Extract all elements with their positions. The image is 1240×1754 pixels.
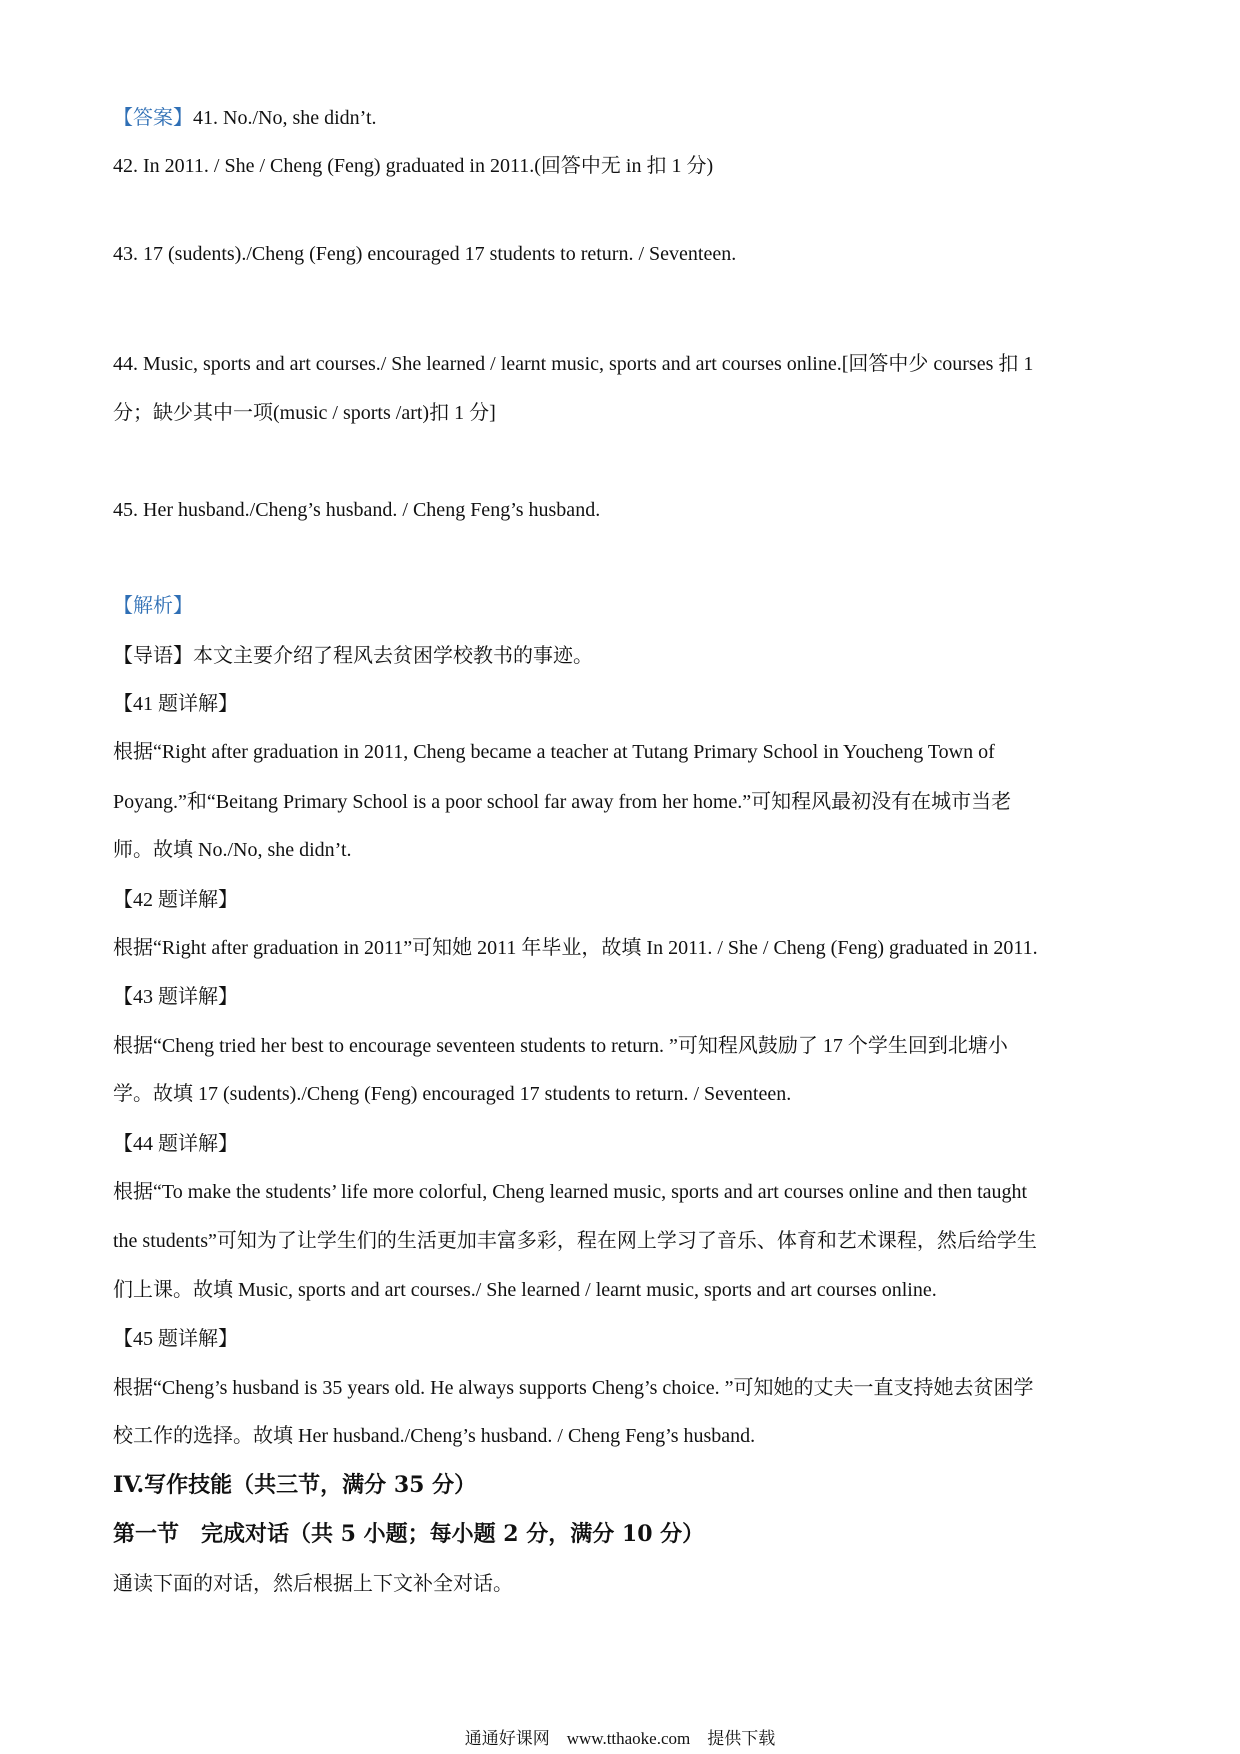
answer-42-line: 42. In 2011. / She / Cheng (Feng) graduated in 2011.(回答中无 in 扣 1 分) xyxy=(113,155,714,177)
section-instruction: 通读下面的对话，然后根据上下文补全对话。 xyxy=(113,1573,513,1595)
detail-41-line-3: 师。故填 No./No, she didn’t. xyxy=(113,839,352,861)
detail-45-line-2: 校工作的选择。故填 Her husband./Cheng’s husband. / Cheng Feng’s husband. xyxy=(113,1425,756,1447)
heading-41: 【41 题详解】 xyxy=(113,693,238,715)
section-title: IV.写作技能（共三节，满分 35 分） xyxy=(113,1472,477,1498)
answer-41-line xyxy=(113,104,1133,132)
page-footer: 通通好课网 www.tthaoke.com 提供下载 xyxy=(464,1729,776,1748)
answer-43-line: 43. 17 (sudents)./Cheng (Feng) encouraged 17 students to return. / Seventeen. xyxy=(113,243,737,265)
answer-tag: 【答案】 xyxy=(113,107,193,129)
detail-42-line-1: 根据“Right after graduation in 2011”可知她 2011 年毕业，故填 In 2011. / She / Cheng (Feng) graduated in 2011. xyxy=(113,937,1038,959)
heading-42: 【42 题详解】 xyxy=(113,889,238,911)
detail-41-line-1: 根据“Right after graduation in 2011, Cheng became a teacher at Tutang Primary School in Youcheng Town of xyxy=(113,741,995,763)
detail-44-line-1: 根据“To make the students’ life more colorful, Cheng learned music, sports and art courses online and then taught xyxy=(113,1181,1028,1203)
detail-44-line-2: the students”可知为了让学生们的生活更加丰富多彩，程在网上学习了音乐、体育和艺术课程，然后给学生 xyxy=(113,1230,1037,1252)
analysis-intro: 【导语】本文主要介绍了程风去贫困学校教书的事迹。 xyxy=(113,645,593,667)
section-subtitle: 第一节 完成对话（共 5 小题；每小题 2 分，满分 10 分） xyxy=(113,1521,705,1547)
analysis-tag: 【解析】 xyxy=(113,595,193,617)
heading-43: 【43 题详解】 xyxy=(113,986,238,1008)
detail-43-line-2: 学。故填 17 (sudents)./Cheng (Feng) encouraged 17 students to return. / Seventeen. xyxy=(113,1083,792,1105)
answer-45-line: 45. Her husband./Cheng’s husband. / Cheng Feng’s husband. xyxy=(113,499,601,521)
answer-41-text: 41. No./No, she didn’t. xyxy=(193,107,377,129)
heading-45: 【45 题详解】 xyxy=(113,1328,238,1350)
answer-44-line-1: 44. Music, sports and art courses./ She learned / learnt music, sports and art courses online.[回答中少 courses 扣 1 xyxy=(113,353,1034,375)
detail-43-line-1: 根据“Cheng tried her best to encourage seventeen students to return. ”可知程风鼓励了 17 个学生回到北塘小 xyxy=(113,1035,1008,1057)
answer-44-line-2: 分；缺少其中一项(music / sports /art)扣 1 分] xyxy=(113,402,496,424)
detail-41-line-2: Poyang.”和“Beitang Primary School is a poor school far away from her home.”可知程风最初没有在城市当老 xyxy=(113,791,1012,813)
heading-44: 【44 题详解】 xyxy=(113,1133,238,1155)
detail-44-line-3: 们上课。故填 Music, sports and art courses./ She learned / learnt music, sports and art courses online. xyxy=(113,1279,937,1301)
detail-45-line-1: 根据“Cheng’s husband is 35 years old. He always supports Cheng’s choice. ”可知她的丈夫一直支持她去贫困学 xyxy=(113,1377,1034,1399)
